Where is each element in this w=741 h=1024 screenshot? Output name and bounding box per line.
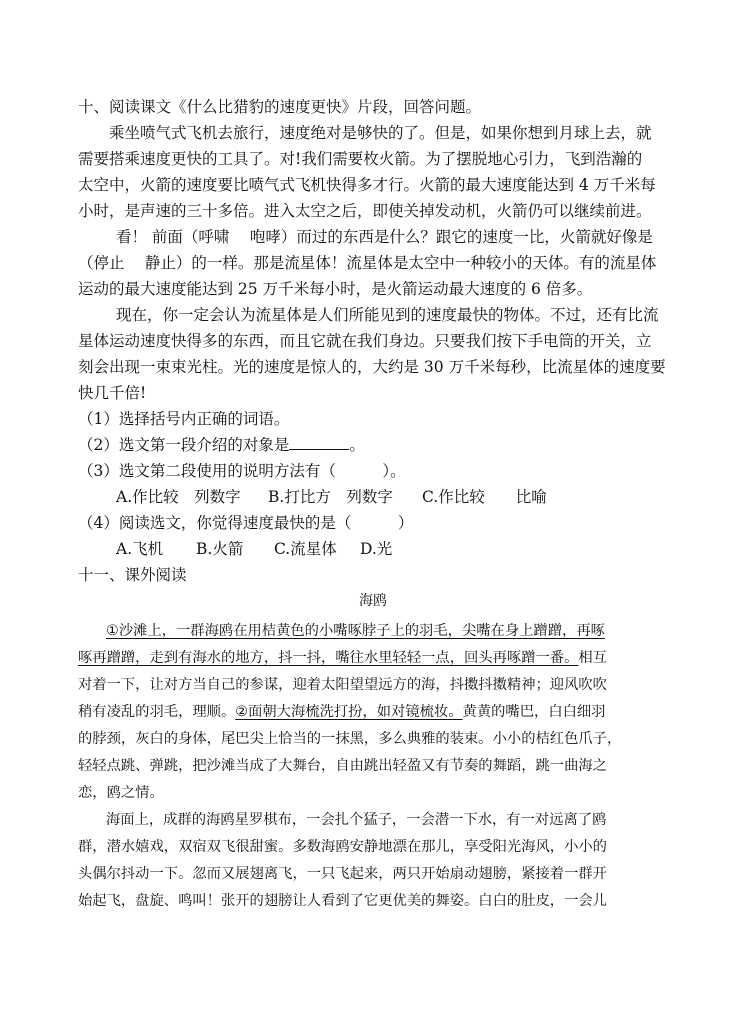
question-2 [78,432,668,458]
passage-paragraph-1 [78,120,668,224]
passage-paragraph-3 [78,302,668,406]
passage-line: 运动的最大速度能达到 25 万千米每小时，是火箭运动最大速度的 6 倍多。 [78,280,593,298]
underlined-sentence: ②面朝大海梳洗打扮，如对镜梳妆。 [235,704,463,720]
article-line: 始起飞，盘旋、鸣叫！张开的翅膀让人看到了它更优美的舞姿。白白的肚皮，一会儿 [78,893,607,909]
question-3-options [78,484,668,510]
option-b: B.火箭 [196,540,244,558]
article-paragraph-1 [78,618,668,807]
passage-line: 快几千倍! [78,384,147,402]
article-text: 稍有凌乱的羽毛，理顺。 [78,704,236,720]
question-4: （4）阅读选文，你觉得速度最快的是（ ） [78,514,414,532]
option-c: C.作比较 比喻 [422,488,547,506]
article-line: 海面上，成群的海鸥星罗棋布，一会扎个猛子，一会潜一下水，有一对远离了鸥 [106,812,607,828]
passage-line: 小时，是声速的三十多倍。进入太空之后，即使关掉发动机，火箭仍可以继续前进。 [78,202,652,220]
passage-paragraph-2 [78,224,668,302]
passage-line: 刻会出现一束束光柱。光的速度是惊人的，大约是 30 万千米每秒，比流星体的速度要 [78,358,666,376]
article-line: 头偶尔抖动一下。忽而又展翅离飞，一只飞起来，两只开始扇动翅膀，紧接着一群开 [78,866,607,882]
underlined-sentence: ①沙滩上，一群海鸥在用桔黄色的小嘴啄脖子上的羽毛，尖嘴在身上蹭蹭，再啄 [106,623,605,639]
article-text: 黄黄的嘴巴，白白细羽 [462,704,606,720]
question-4-options [78,536,668,562]
option-c: C.流星体 [274,540,337,558]
section-11-heading: 十一、课外阅读 [78,566,187,584]
article-line: 轻轻点跳、弹跳，把沙滩当成了大舞台，自由跳出轻盈又有节奏的舞蹈，跳一曲海之 [78,758,607,774]
article-line: 恋，鸥之情。 [78,785,164,801]
passage-line: 看！ 前面（呼啸 咆哮）而过的东西是什么？跟它的速度一比，火箭就好像是 [116,228,653,246]
passage-line: 星体运动速度快得多的东西，而且它就在我们身边。只要我们按下手电筒的开关，立 [78,332,652,350]
question-2-suffix: 。 [349,436,365,454]
article-line [78,699,668,726]
article-text: 相互 [578,650,607,666]
worksheet-page [78,94,668,915]
section-10-heading: 十、阅读课文《什么比猎豹的速度更快》片段，回答问题。 [78,98,482,116]
underlined-sentence: 啄再蹭蹭，走到有海水的地方，抖一抖，嘴往水里轻轻一点，回头再啄蹭一番。 [78,650,579,666]
question-1: （1）选择括号内正确的词语。 [78,410,290,428]
passage-line: 太空中，火箭的速度要比喷气式飞机快得多才行。火箭的最大速度能达到 4 万千米每 [78,176,656,194]
article-line: 对着一下，让对方当自己的参谋，迎着太阳望望远方的海，抖擞抖擞精神；迎风吹吹 [78,677,607,693]
article-title: 海鸥 [359,593,387,609]
option-a: A.飞机 [116,540,164,558]
option-a: A.作比较 列数字 [116,488,241,506]
passage-line: （停止 静止）的一样。那是流星体！流星体是太空中一种较小的天体。有的流星体 [78,254,657,272]
option-b: B.打比方 列数字 [268,488,393,506]
option-d: D.光 [360,540,393,558]
question-2-text: （2）选文第一段介绍的对象是 [78,436,290,454]
article-line: 的脖颈，灰白的身体，尾巴尖上恰当的一抹黑，多么典雅的装束。小小的桔红色爪子， [78,731,622,747]
question-3: （3）选文第二段使用的说明方法有（ ）。 [78,462,406,480]
passage-line: 乘坐喷气式飞机去旅行，速度绝对是够快的了。但是，如果你想到月球上去，就 [109,124,652,142]
passage-line: 需要搭乘速度更快的工具了。对!我们需要枚火箭。为了摆脱地心引力，飞到浩瀚的 [78,150,643,168]
passage-line: 现在，你一定会认为流星体是人们所能见到的速度最快的物体。不过，还有比流 [116,306,659,324]
article-line: 群，潜水嬉戏，双宿双飞很甜蜜。多数海鸥安静地漂在那儿，享受阳光海风，小小的 [78,839,607,855]
answer-blank[interactable] [289,433,349,450]
article-line [78,618,668,645]
article-paragraph-2 [78,807,668,915]
article-line [78,645,668,672]
